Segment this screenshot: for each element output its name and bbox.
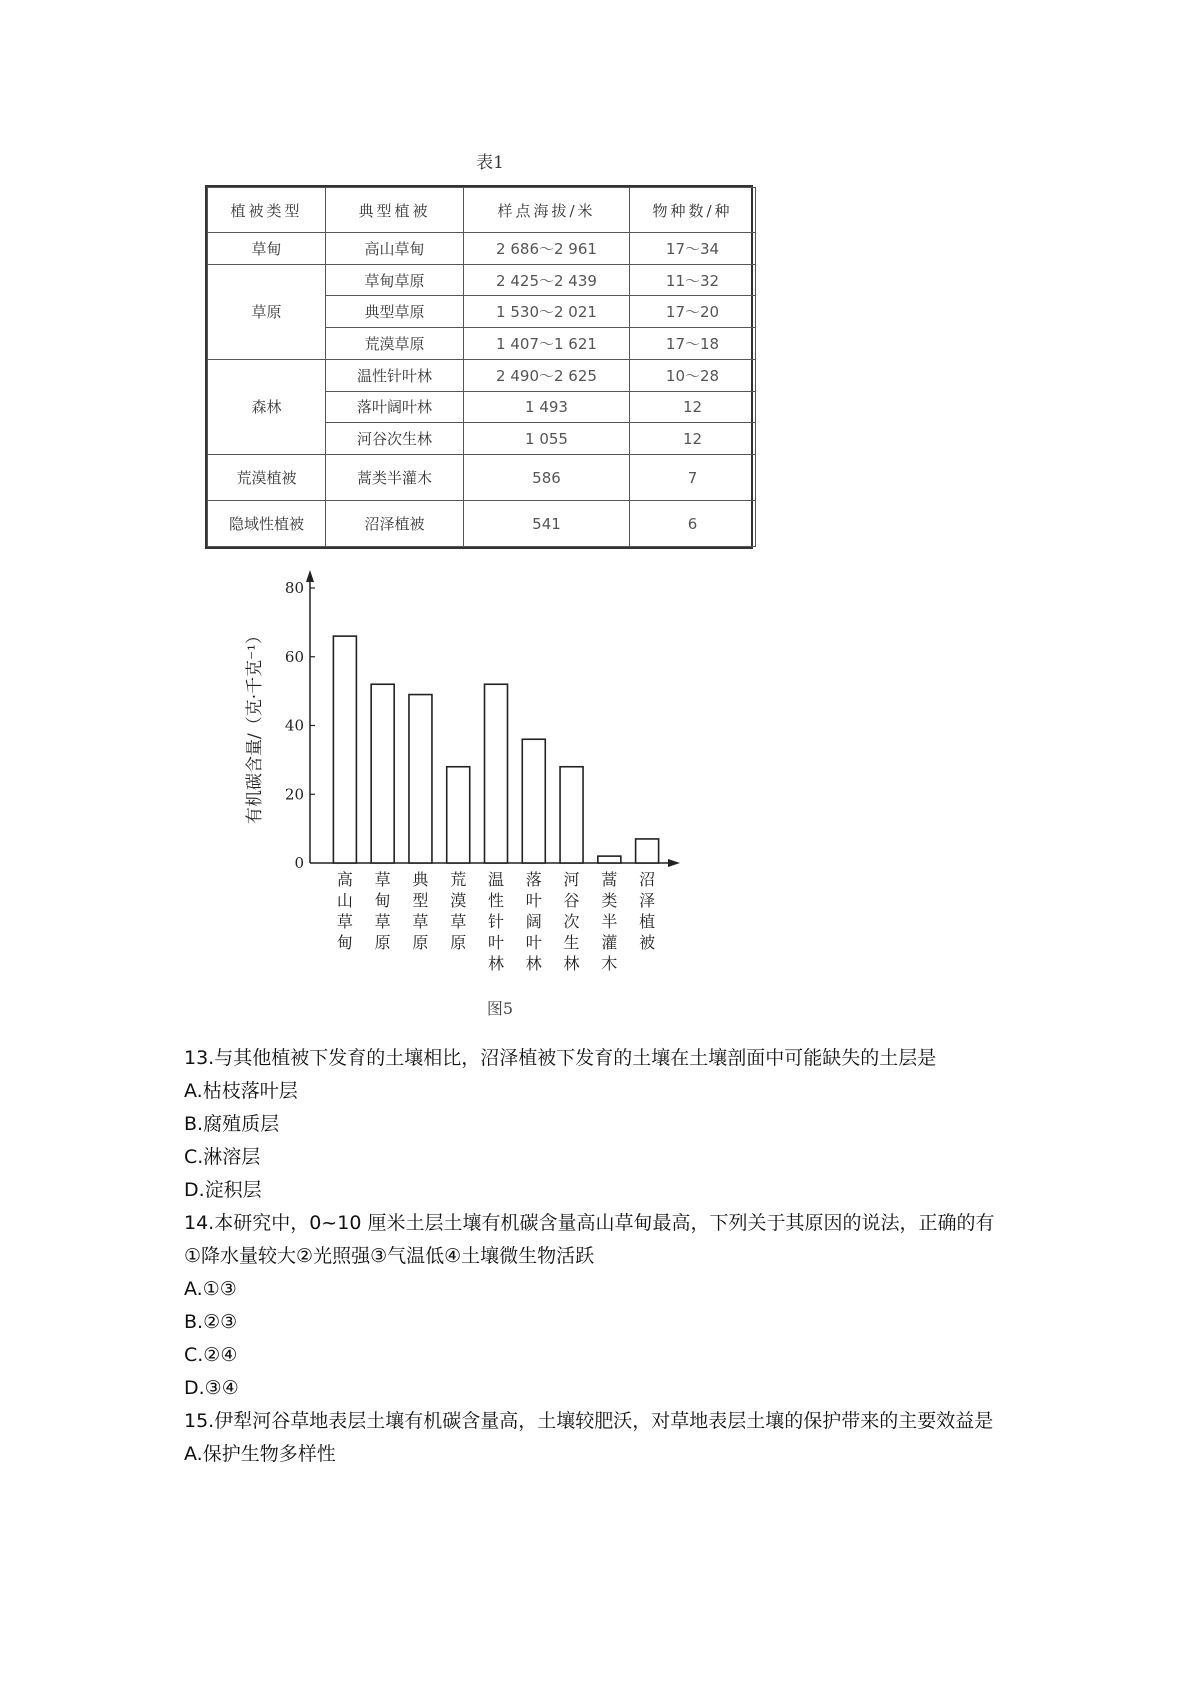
- bar-4: [485, 684, 508, 863]
- x-category-label: 河谷次生林: [563, 870, 580, 973]
- cell-altitude: 541: [464, 501, 630, 547]
- cell-species: 17～18: [630, 328, 756, 360]
- table-row: [208, 264, 756, 296]
- cell-species: 12: [630, 391, 756, 423]
- question-13-stem: 13.与其他植被下发育的土壤相比，沼泽植被下发育的土壤在土壤剖面中可能缺失的土层是: [184, 1047, 937, 1069]
- questions-section: [184, 1042, 1034, 1471]
- cell-altitude: 586: [464, 455, 630, 501]
- question-14-statements: ①降水量较大②光照强③气温低④土壤微生物活跃: [184, 1245, 595, 1267]
- bar-2: [409, 695, 432, 863]
- question-14-option-b: B.②③: [184, 1311, 238, 1333]
- x-category-label: 草甸草原: [374, 870, 391, 952]
- bar-8: [636, 839, 659, 863]
- cell-vegetation-type: 森林: [208, 359, 326, 454]
- question-13-option-b: B.腐殖质层: [184, 1113, 280, 1135]
- cell-typical: 蒿类半灌木: [326, 455, 464, 501]
- table-caption: 表1: [476, 153, 504, 173]
- cell-altitude: 2 490～2 625: [464, 359, 630, 391]
- cell-species: 17～20: [630, 296, 756, 328]
- header-typical-vegetation: 典型植被: [326, 188, 464, 233]
- cell-typical: 沼泽植被: [326, 501, 464, 547]
- x-category-label: 蒿类半灌木: [601, 870, 618, 973]
- cell-altitude: 2 425～2 439: [464, 264, 630, 296]
- x-axis-arrow: [668, 859, 680, 867]
- figure-caption: 图5: [486, 999, 514, 1018]
- y-tick-label: 0: [294, 854, 304, 872]
- y-tick-label: 40: [284, 716, 304, 735]
- y-tick-label: 20: [284, 785, 304, 804]
- cell-typical: 河谷次生林: [326, 423, 464, 455]
- table-row: [208, 359, 756, 391]
- vegetation-table-grid: [207, 187, 756, 547]
- vegetation-table: [205, 185, 753, 549]
- table-row: [208, 455, 756, 501]
- x-category-label: 温性针叶林: [487, 870, 505, 973]
- chart-bars: [333, 636, 658, 863]
- cell-typical: 落叶阔叶林: [326, 391, 464, 423]
- bar-3: [447, 767, 470, 863]
- cell-species: 6: [630, 501, 756, 547]
- y-axis-title: 有机碳含量/（克·千克⁻¹）: [245, 627, 265, 824]
- cell-species: 10～28: [630, 359, 756, 391]
- table-row: [208, 501, 756, 547]
- chart-svg: [240, 560, 760, 990]
- bar-7: [598, 856, 621, 863]
- cell-altitude: 1 530～2 021: [464, 296, 630, 328]
- header-altitude: 样点海拔/米: [464, 188, 630, 233]
- header-species-count: 物种数/种: [630, 188, 756, 233]
- table-header-row: [208, 188, 756, 233]
- table-row: [208, 233, 756, 265]
- cell-vegetation-type: 隐域性植被: [208, 501, 326, 547]
- cell-vegetation-type: 草甸: [208, 233, 326, 265]
- cell-altitude: 2 686～2 961: [464, 233, 630, 265]
- question-14-option-c: C.②④: [184, 1344, 238, 1366]
- x-category-label: 典型草原: [412, 870, 429, 952]
- y-axis-arrow: [306, 570, 314, 582]
- bar-1: [371, 684, 394, 863]
- header-vegetation-type: 植被类型: [208, 188, 326, 233]
- y-tick-label: 60: [284, 647, 304, 666]
- bar-5: [522, 739, 545, 863]
- x-category-label: 荒漠草原: [450, 870, 467, 952]
- cell-altitude: 1 493: [464, 391, 630, 423]
- bar-6: [560, 767, 583, 863]
- y-axis-title-group: [245, 627, 265, 824]
- cell-altitude: 1 407～1 621: [464, 328, 630, 360]
- chart-x-labels: [337, 870, 655, 973]
- cell-species: 7: [630, 455, 756, 501]
- x-category-label: 高山草甸: [336, 870, 353, 952]
- cell-typical: 草甸草原: [326, 264, 464, 296]
- question-15-option-a: A.保护生物多样性: [184, 1443, 336, 1465]
- cell-species: 12: [630, 423, 756, 455]
- bar-0: [333, 636, 356, 863]
- x-category-label: 落叶阔叶林: [525, 870, 542, 973]
- organic-carbon-bar-chart: [240, 560, 760, 1020]
- question-13-option-d: D.淀积层: [184, 1179, 262, 1201]
- question-13-option-c: C.淋溶层: [184, 1146, 261, 1168]
- cell-altitude: 1 055: [464, 423, 630, 455]
- x-category-label: 沼泽植被: [639, 870, 656, 952]
- cell-typical: 温性针叶林: [326, 359, 464, 391]
- cell-vegetation-type: 荒漠植被: [208, 455, 326, 501]
- cell-species: 11～32: [630, 264, 756, 296]
- cell-typical: 典型草原: [326, 296, 464, 328]
- cell-species: 17～34: [630, 233, 756, 265]
- question-14-stem: 14.本研究中，0~10 厘米土层土壤有机碳含量高山草甸最高，下列关于其原因的说法，正确的有: [184, 1212, 995, 1234]
- cell-typical: 荒漠草原: [326, 328, 464, 360]
- question-15-stem: 15.伊犁河谷草地表层土壤有机碳含量高，土壤较肥沃，对草地表层土壤的保护带来的主要效益是: [184, 1410, 994, 1432]
- y-tick-label: 80: [284, 579, 304, 597]
- cell-typical: 高山草甸: [326, 233, 464, 265]
- question-14-option-a: A.①③: [184, 1278, 237, 1300]
- question-13-option-a: A.枯枝落叶层: [184, 1080, 298, 1102]
- cell-vegetation-type: 草原: [208, 264, 326, 359]
- question-14-option-d: D.③④: [184, 1377, 239, 1399]
